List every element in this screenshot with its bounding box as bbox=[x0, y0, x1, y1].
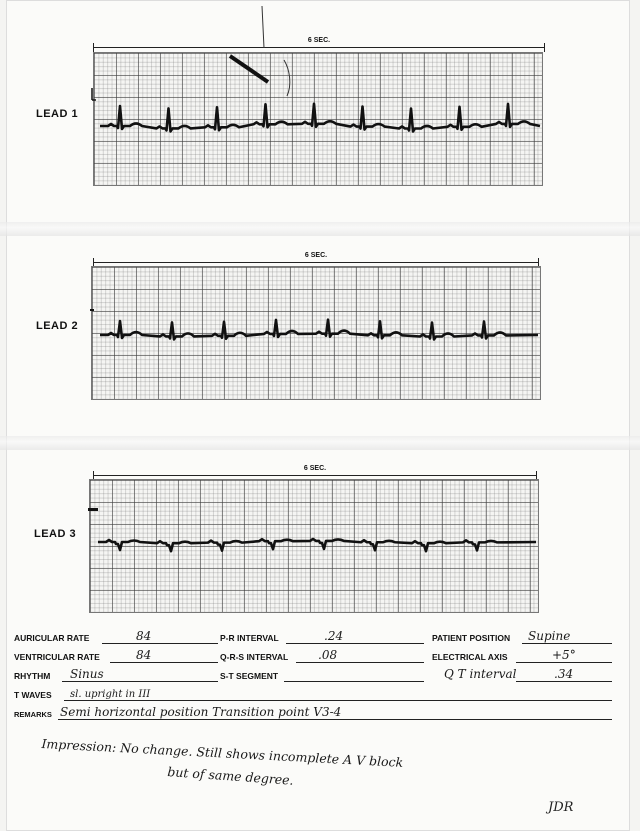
ventricular-rate-label: VENTRICULAR RATE bbox=[14, 652, 100, 662]
lead-label: LEAD 2 bbox=[36, 320, 79, 332]
form-row bbox=[14, 645, 614, 665]
ventricular-rate-value: 84 bbox=[136, 648, 152, 662]
signature: JDR bbox=[548, 800, 574, 815]
st-segment-label: S-T SEGMENT bbox=[220, 671, 279, 681]
rhythm-label: RHYTHM bbox=[14, 671, 51, 681]
impression-line-2: but of same degree. bbox=[166, 764, 295, 788]
auricular-rate-value: 84 bbox=[136, 629, 152, 643]
lead-label: LEAD 1 bbox=[36, 108, 79, 120]
form-row bbox=[14, 626, 614, 646]
calibration-mark bbox=[92, 88, 96, 100]
auricular-rate-label: AURICULAR RATE bbox=[14, 633, 90, 643]
pr-interval-value: .24 bbox=[324, 629, 344, 643]
qrs-interval-label: Q-R-S INTERVAL bbox=[220, 652, 289, 662]
pen-artifact bbox=[230, 56, 268, 82]
electrical-axis-value: +5° bbox=[552, 648, 576, 662]
duration-label: 6 SEC. bbox=[303, 37, 335, 44]
qt-interval-label: Q T interval bbox=[444, 667, 517, 681]
patient-position-value: Supine bbox=[528, 629, 571, 643]
pr-interval-label: P-R INTERVAL bbox=[220, 633, 279, 643]
patient-position-label: PATIENT POSITION bbox=[432, 633, 511, 643]
remarks-value: Semi horizontal position Transition point V3-4 bbox=[60, 705, 342, 719]
t-waves-value: sl. upright in III bbox=[70, 689, 151, 700]
lead-2-trace bbox=[100, 320, 538, 340]
lead-label: LEAD 3 bbox=[34, 528, 77, 540]
impression-line-1: Impression: No change. Still shows incomplete A V block bbox=[41, 736, 404, 770]
t-waves-label: T WAVES bbox=[14, 690, 52, 700]
duration-label: 6 SEC. bbox=[300, 252, 332, 259]
remarks-label: REMARKS bbox=[14, 710, 52, 719]
duration-label: 6 SEC. bbox=[299, 465, 331, 472]
lead-3-trace bbox=[98, 539, 536, 551]
qrs-interval-value: .08 bbox=[318, 648, 338, 662]
rhythm-value: Sinus bbox=[70, 667, 104, 681]
form-row bbox=[14, 702, 614, 722]
electrical-axis-label: ELECTRICAL AXIS bbox=[432, 652, 508, 662]
form-row bbox=[14, 683, 614, 703]
lead-1-trace bbox=[100, 104, 540, 132]
calibration-mark bbox=[88, 508, 98, 511]
qt-interval-value: .34 bbox=[554, 667, 574, 681]
form-row bbox=[14, 664, 614, 684]
